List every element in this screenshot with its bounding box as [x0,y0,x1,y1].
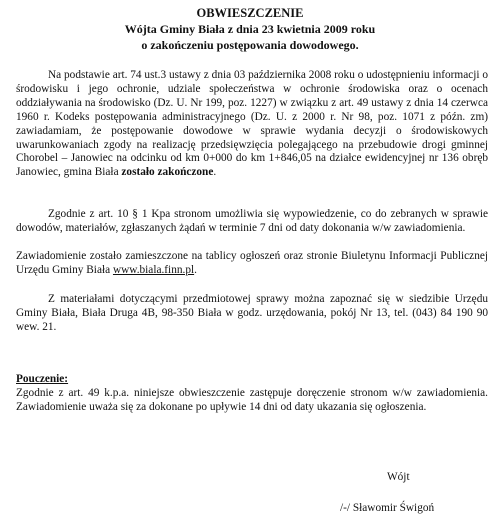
publication-text: Zawiadomienie zostało zamieszczone na tablicy ogłoszeń oraz stronie Biuletynu Informacji Publicznej Urzędu Gminy Biała [16,250,488,276]
publication-end: . [194,263,197,276]
notice-paragraph-legal-basis [16,69,488,180]
signature-title: Wójt [387,471,410,483]
signature-name: /-/ Sławomir Świgoń [340,502,435,514]
notice-paragraph-office [16,293,488,335]
notice-header [0,5,500,53]
bip-link[interactable]: www.biala.finn.pl [112,263,195,276]
notice-title: OBWIESZCZENIE [196,6,304,20]
pouczenie-text: Zgodnie z art. 49 k.p.a. niniejsze obwieszczenie zastępuje doręczenie stronom w/w zawiadomienia. Zawiadomienie uważa się za dokonane po upływie 14 dni od daty ukazania się ogłoszenia. [16,387,488,413]
legal-basis-text: Na podstawie art. 74 ust.3 ustawy z dnia 03 października 2008 roku o udostępnieniu informacji o środowisku i jego ochronie, udziale społeczeństwa w ochronie środowiska oraz o ocenach oddziaływania na środowisko (Dz. U. Nr 199, poz. 1227) w związku z art. 49 ustawy z dnia 14 czerwca 1960 r. Kodeks postępowania administracyjnego (Dz. U. z 2000 r. Nr 98, poz. 1071 z późn. zm) zawiadamiam, że postępowanie dowodowe w sprawie wydania decyzji o środowiskowych uwarunkowaniach zgody na realizację przedsięwzięcia polegającego na przebudowie drogi gminnej Chorobel – Janowiec na odcinku od km 0+000 do km 1+846,05 na działce ewidencyjnej nr 136 obręb Janowiec, gmina Biała [16,69,488,179]
notice-subject: o zakończeniu postępowania dowodowego. [141,38,359,52]
office-text: Z materiałami dotyczącymi przedmiotowej sprawy można zapoznać się w siedzibie Urzędu Gminy Biała, Biała Druga 4B, 98-350 Biała w godz. urzędowania, pokój Nr 13, tel. (043) 84 190 90 wew. 21. [16,293,488,333]
notice-paragraph-publication [16,250,488,278]
notice-subtitle: Wójta Gminy Biała z dnia 23 kwietnia 2009 roku [124,22,376,36]
pouczenie-heading: Pouczenie: [16,373,69,385]
legal-basis-bold: zostało zakończone [121,166,214,179]
rights-text: Zgodnie z art. 10 § 1 Kpa stronom umożliwia się wypowiedzenie, co do zebranych w sprawie dowodów, materiałów, zgłaszanych żądań w terminie 7 dni od daty dokonania w/w zawiadomienia. [16,208,488,234]
legal-basis-end: . [213,166,217,179]
notice-paragraph-rights [16,208,488,236]
pouczenie-paragraph [16,387,488,415]
